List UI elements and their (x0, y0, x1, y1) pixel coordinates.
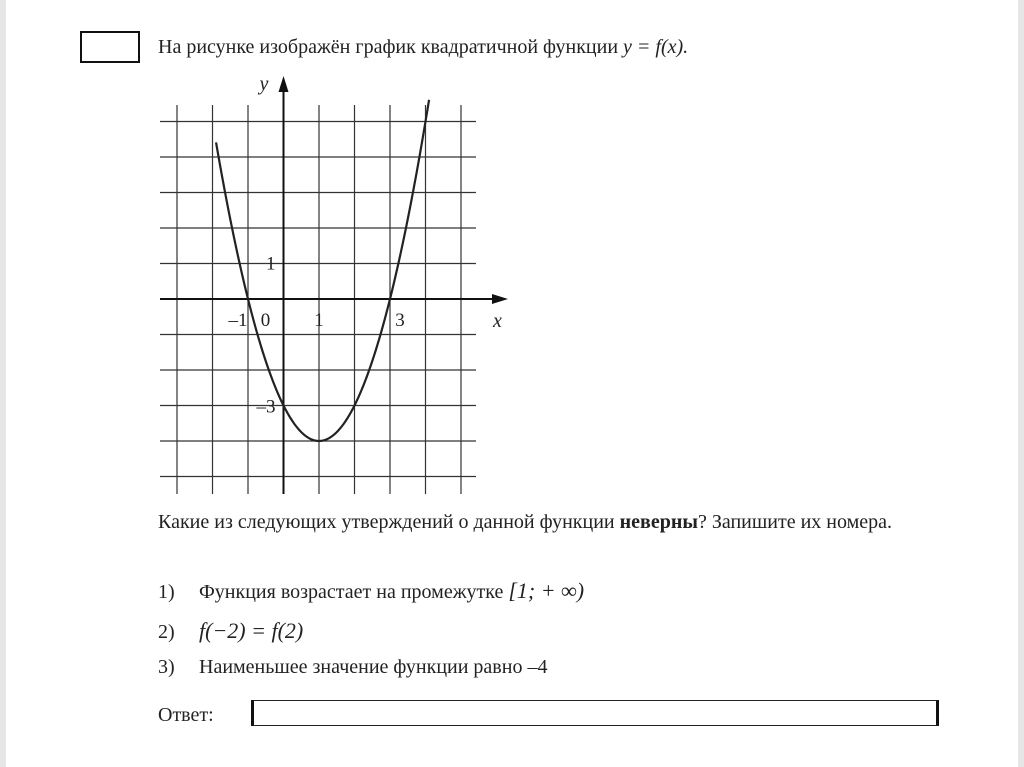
answer-label: Ответ: (158, 704, 214, 726)
y-axis-arrow (279, 76, 289, 92)
tick-label: 0 (260, 310, 271, 331)
function-graph (150, 72, 520, 496)
task-number-box (80, 31, 140, 63)
option-1-formula: [1; + ∞) (508, 578, 585, 603)
option-2-number: 2) (158, 621, 175, 643)
task-title-text: На рисунке изображён график квадратичной функции (158, 36, 619, 58)
tick-label: 1 (266, 253, 276, 275)
answer-input[interactable] (251, 700, 939, 726)
option-1 (158, 578, 584, 604)
task-title-formula: y = f(x). (623, 36, 689, 58)
option-1-text: Функция возрастает на промежутке (199, 581, 504, 603)
option-3 (158, 656, 547, 679)
option-3-text: Наименьшее значение функции равно –4 (199, 656, 548, 678)
option-2 (158, 618, 303, 644)
task-title (158, 36, 688, 59)
question-text-part1: Какие из следующих утверждений о данной функции (158, 511, 620, 533)
option-3-number: 3) (158, 656, 175, 678)
tick-label: –3 (256, 396, 276, 418)
x-axis-arrow (492, 294, 508, 304)
x-axis-label: x (493, 310, 502, 332)
tick-label: –1 (228, 310, 248, 331)
question-text (158, 508, 958, 536)
option-2-formula: f(−2) = f(2) (199, 618, 304, 643)
y-axis-label: y (259, 73, 269, 95)
tick-label: 3 (395, 310, 405, 331)
question-bold-word: неверны (619, 511, 698, 533)
tick-labels (228, 254, 405, 418)
option-1-number: 1) (158, 581, 175, 603)
question-text-part2: ? Запишите их номера. (697, 511, 893, 533)
tick-label: 1 (314, 310, 324, 331)
